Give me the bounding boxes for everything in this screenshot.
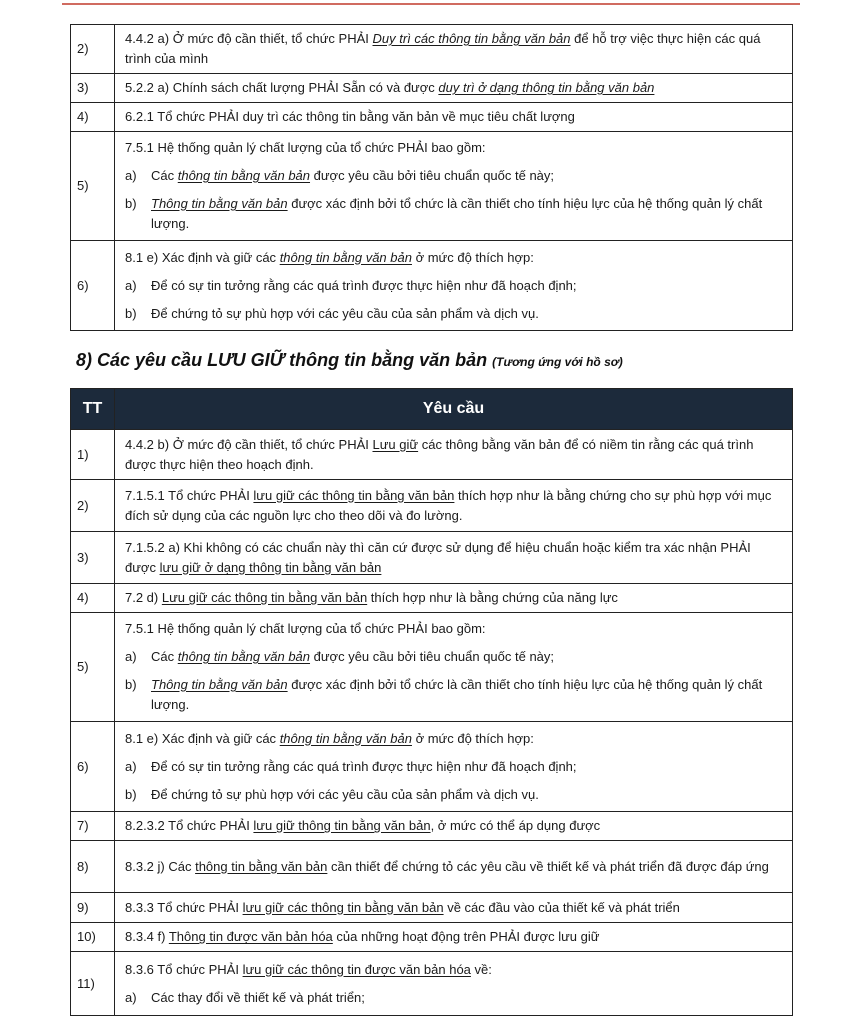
row-text xyxy=(115,132,793,241)
row-number: 3) xyxy=(71,532,115,584)
table-row xyxy=(71,480,793,532)
subitem-text: Để chứng tỏ sự phù hợp với các yêu cầu của sản phẩm và dịch vụ. xyxy=(151,305,539,321)
subitem-label: b) xyxy=(125,196,137,211)
row-lead: 7.5.1 Hệ thống quản lý chất lượng của tổ chức PHẢI bao gồm: xyxy=(125,621,486,636)
row-text xyxy=(115,241,793,331)
row-number: 5) xyxy=(71,132,115,241)
subitem-text: Các thay đổi về thiết kế và phát triển; xyxy=(151,989,365,1005)
row-number: 6) xyxy=(71,241,115,331)
table-row xyxy=(71,613,793,722)
row-number: 4) xyxy=(71,584,115,613)
row-subitem xyxy=(125,984,784,1012)
row-number: 3) xyxy=(71,74,115,103)
row-text: 7.2 d) Lưu giữ các thông tin bằng văn bản thích hợp như là bằng chứng của năng lực xyxy=(115,584,793,613)
subitem-text: Để chứng tỏ sự phù hợp với các yêu cầu của sản phẩm và dịch vụ. xyxy=(151,786,539,802)
table-row xyxy=(71,841,793,893)
subitem-label: a) xyxy=(125,168,137,183)
header-rule xyxy=(62,3,800,5)
subitem-text: Thông tin bằng văn bản được xác định bởi tổ chức là cần thiết cho tính hiệu lực của hệ thống quản lý chất lượng. xyxy=(151,677,763,712)
row-number: 10) xyxy=(71,923,115,952)
row-text xyxy=(115,613,793,722)
row-number: 6) xyxy=(71,722,115,812)
row-subitem xyxy=(125,300,784,328)
subitem-label: b) xyxy=(125,305,137,321)
subitem-text: Thông tin bằng văn bản được xác định bởi tổ chức là cần thiết cho tính hiệu lực của hệ thống quản lý chất lượng. xyxy=(151,196,763,231)
row-subitem xyxy=(125,272,784,300)
row-text xyxy=(115,722,793,812)
row-lead: 8.1 e) Xác định và giữ các thông tin bằng văn bản ở mức độ thích hợp: xyxy=(125,730,534,746)
row-text: 4.4.2 b) Ở mức độ cần thiết, tổ chức PHẢI Lưu giữ các thông bằng văn bản để có niềm tin rằng các quá trình được thực hiện theo hoạch định. xyxy=(115,430,793,480)
row-text: 7.1.5.2 a) Khi không có các chuẩn này thì căn cứ được sử dụng để hiệu chuẩn hoặc kiểm tra xác nhận PHẢI được lưu giữ ở dạng thông tin bằng văn bản xyxy=(115,532,793,584)
row-text: 8.3.2 j) Các thông tin bằng văn bản cần thiết để chứng tỏ các yêu cầu về thiết kế và phát triển đã được đáp ứng xyxy=(115,841,793,893)
row-subitem xyxy=(125,190,784,238)
table-row xyxy=(71,532,793,584)
row-text: 8.3.3 Tổ chức PHẢI lưu giữ các thông tin bằng văn bản về các đầu vào của thiết kế và phát triển xyxy=(115,893,793,923)
row-number: 5) xyxy=(71,613,115,722)
row-subitem xyxy=(125,162,784,190)
table-row xyxy=(71,923,793,952)
table-row xyxy=(71,241,793,331)
row-text: 5.2.2 a) Chính sách chất lượng PHẢI Sẵn có và được duy trì ở dạng thông tin bằng văn bản xyxy=(115,74,793,103)
table-header-row xyxy=(71,389,793,430)
subitem-label: a) xyxy=(125,989,137,1005)
table-row xyxy=(71,103,793,132)
row-number: 2) xyxy=(71,25,115,74)
row-text: 6.2.1 Tổ chức PHẢI duy trì các thông tin bằng văn bản về mục tiêu chất lượng xyxy=(115,103,793,132)
subitem-label: a) xyxy=(125,649,137,664)
maintain-requirements-table xyxy=(70,24,793,331)
table-row xyxy=(71,584,793,613)
row-number: 2) xyxy=(71,480,115,532)
row-text: 4.4.2 a) Ở mức độ cần thiết, tổ chức PHẢI Duy trì các thông tin bằng văn bản để hỗ trợ việc thực hiện các quá trình của mình xyxy=(115,25,793,74)
subitem-label: a) xyxy=(125,758,137,774)
row-subitem xyxy=(125,671,784,719)
row-text: 8.3.4 f) Thông tin được văn bản hóa của những hoạt động trên PHẢI được lưu giữ xyxy=(115,923,793,952)
table-row xyxy=(71,74,793,103)
row-number: 1) xyxy=(71,430,115,480)
subitem-label: a) xyxy=(125,277,137,293)
subitem-label: b) xyxy=(125,786,137,802)
row-number: 9) xyxy=(71,893,115,923)
retain-requirements-table xyxy=(70,388,793,1016)
subitem-label: b) xyxy=(125,677,137,692)
column-header-requirement: Yêu cầu xyxy=(115,389,793,430)
table-row xyxy=(71,893,793,923)
row-lead: 8.3.6 Tổ chức PHẢI lưu giữ các thông tin được văn bản hóa về: xyxy=(125,961,492,977)
subitem-text: Các thông tin bằng văn bản được yêu cầu bởi tiêu chuẩn quốc tế này; xyxy=(151,649,555,664)
subitem-text: Các thông tin bằng văn bản được yêu cầu bởi tiêu chuẩn quốc tế này; xyxy=(151,168,555,183)
row-text xyxy=(115,952,793,1016)
row-subitem xyxy=(125,753,784,781)
table-row xyxy=(71,812,793,841)
row-subitem xyxy=(125,781,784,809)
row-number: 7) xyxy=(71,812,115,841)
row-lead: 8.1 e) Xác định và giữ các thông tin bằng văn bản ở mức độ thích hợp: xyxy=(125,249,534,265)
table-row xyxy=(71,132,793,241)
column-header-tt: TT xyxy=(71,389,115,430)
row-subitem xyxy=(125,643,784,671)
row-text: 8.2.3.2 Tổ chức PHẢI lưu giữ thông tin bằng văn bản, ở mức có thể áp dụng được xyxy=(115,812,793,841)
table-row xyxy=(71,430,793,480)
row-text: 7.1.5.1 Tổ chức PHẢI lưu giữ các thông tin bằng văn bản thích hợp như là bằng chứng cho sự phù hợp với mục đích sử dụng của các nguồn lực cho theo dõi và đo lường. xyxy=(115,480,793,532)
subitem-text: Để có sự tin tưởng rằng các quá trình được thực hiện như đã hoạch định; xyxy=(151,758,577,774)
section-title: 8) Các yêu cầu LƯU GIỮ thông tin bằng văn bản (Tương ứng với hồ sơ) xyxy=(76,350,623,370)
table-row xyxy=(71,722,793,812)
table-row xyxy=(71,952,793,1016)
row-lead: 7.5.1 Hệ thống quản lý chất lượng của tổ chức PHẢI bao gồm: xyxy=(125,140,486,155)
row-number: 4) xyxy=(71,103,115,132)
subitem-text: Để có sự tin tưởng rằng các quá trình được thực hiện như đã hoạch định; xyxy=(151,277,577,293)
row-number: 11) xyxy=(71,952,115,1016)
row-number: 8) xyxy=(71,841,115,893)
table-row xyxy=(71,25,793,74)
section-subtitle: (Tương ứng với hồ sơ) xyxy=(492,355,623,369)
